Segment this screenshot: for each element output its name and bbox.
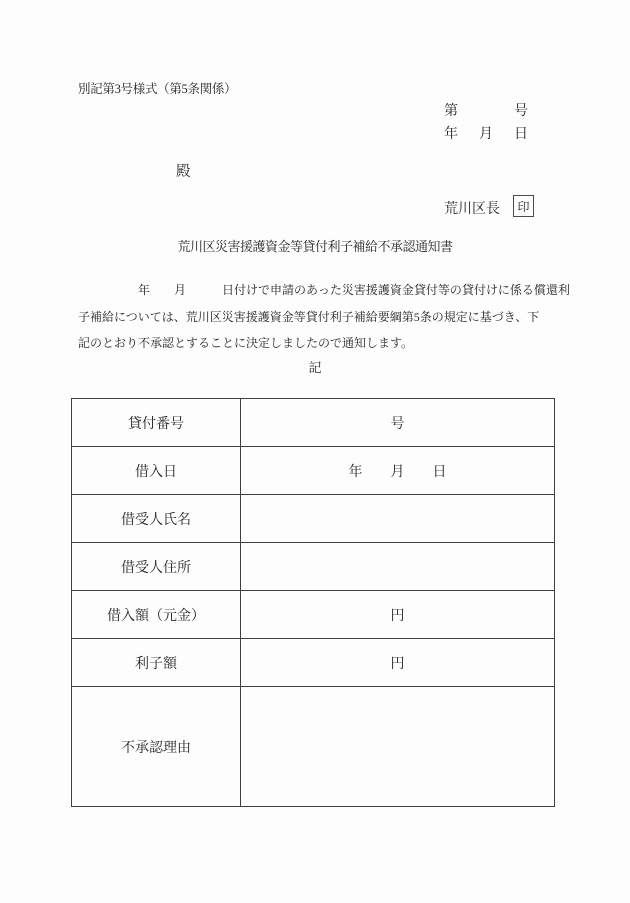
table-row [72,543,555,591]
body-line: 年 月 日付けで申請のあった災害援護資金貸付等の貸付けに係る償還利 [78,283,570,297]
issuer-name: 荒川区長 [444,202,500,217]
section-marker: 記 [308,360,322,375]
loan-detail-table [71,398,555,807]
body-line: 記のとおり不承認とすることに決定しましたので通知します。 [78,336,414,351]
addressee-suffix: 殿 [176,164,191,180]
issue-date-line: 年 月 日 [444,127,532,142]
row-value [241,543,555,591]
row-label: 借入日 [72,447,241,495]
body-paragraph [78,277,594,357]
row-label: 貸付番号 [72,399,241,447]
row-value: 号 [241,399,555,447]
table-row [72,399,555,447]
table-row [72,687,555,807]
table-row [72,447,555,495]
row-value: 円 [241,591,555,639]
row-label: 利子額 [72,639,241,687]
form-style-label: 別記第3号様式（第5条関係） [78,82,237,96]
row-label: 借受人氏名 [72,495,241,543]
document-number-line: 第 号 [444,104,528,119]
table-row [72,591,555,639]
table-row [72,495,555,543]
seal-stamp-icon: 印 [513,195,534,217]
row-value [241,687,555,807]
row-label: 借入額（元金） [72,591,241,639]
table-row [72,639,555,687]
row-value: 年 月 日 [241,447,555,495]
row-value [241,495,555,543]
body-line: 子補給については、荒川区災害援護資金等貸付利子補給要綱第5条の規定に基づき、下 [78,309,540,324]
document-title: 荒川区災害援護資金等貸付利子補給不承認通知書 [177,239,453,254]
row-value: 円 [241,639,555,687]
row-label: 借受人住所 [72,543,241,591]
row-label: 不承認理由 [72,687,241,807]
